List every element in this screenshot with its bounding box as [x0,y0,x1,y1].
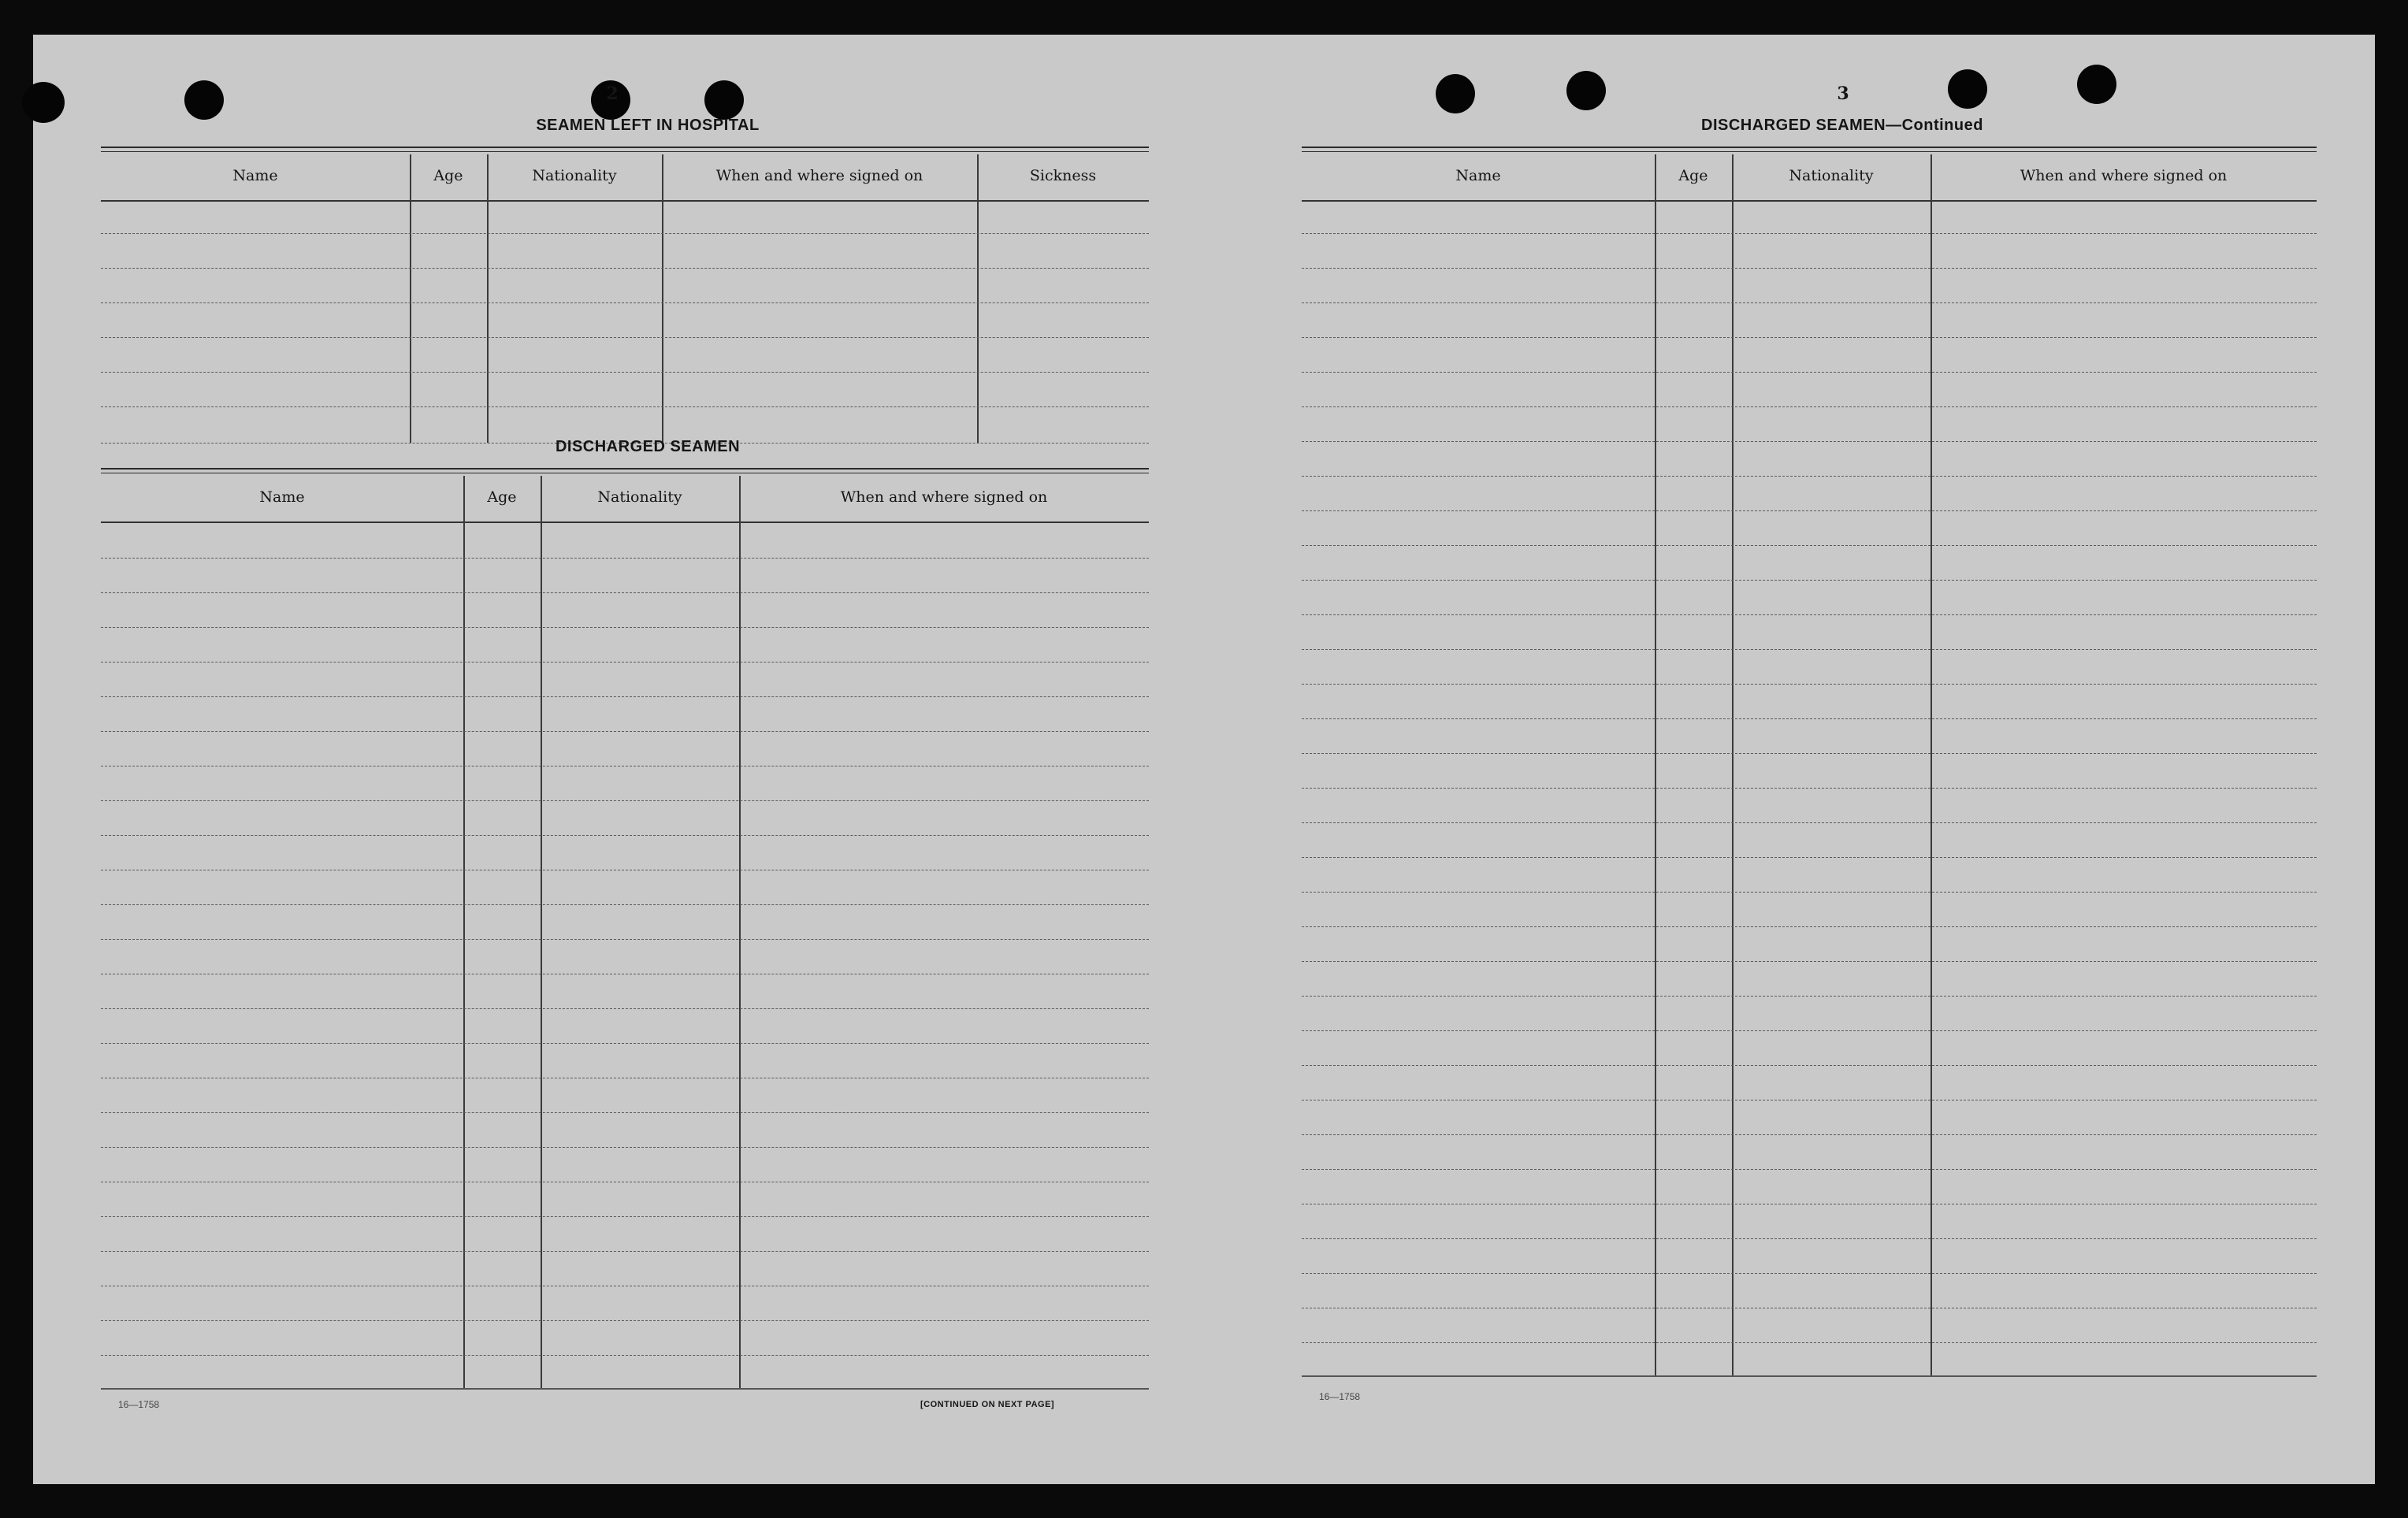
table-row [101,558,1149,559]
section-rule [101,147,1149,152]
table-row [101,731,1149,732]
left-page [33,35,1204,1484]
column-header-when-where: When and where signed on [840,488,1048,506]
table-row [1302,372,2317,373]
table-row [1302,545,2317,546]
column-header-name: Name [1455,167,1501,184]
column-divider [463,476,465,1390]
table-row [101,1355,1149,1356]
column-divider [410,154,411,443]
document-sheet [33,35,2375,1484]
table-row [101,337,1149,338]
table-row [1302,268,2317,269]
column-header-age: Age [487,488,517,506]
column-header-nationality: Nationality [1789,167,1874,184]
table-row [101,1147,1149,1148]
discharged-section-title: DISCHARGED SEAMEN [555,438,741,455]
column-header-age: Age [1678,167,1708,184]
table-row [1302,822,2317,823]
section-rule [1302,147,2317,152]
table-row [1302,337,2317,338]
table-row [1302,926,2317,927]
discharged-table [101,476,1149,1390]
table-row [1302,753,2317,754]
form-number: 16—1758 [1319,1391,1361,1402]
table-row [101,1251,1149,1252]
table-row [101,233,1149,234]
table-row [101,1008,1149,1009]
table-row [101,800,1149,801]
table-row [1302,1030,2317,1031]
column-header-nationality: Nationality [597,488,682,506]
table-row [101,904,1149,905]
table-row [1302,406,2317,407]
table-row [1302,1134,2317,1135]
table-row [101,1112,1149,1113]
section-rule [101,468,1149,473]
table-row [101,662,1149,663]
table-row [1302,892,2317,893]
table-row [1302,614,2317,615]
table-row [101,406,1149,407]
table-row [1302,233,2317,234]
table-header [101,476,1149,523]
column-header-when-where: When and where signed on [2020,167,2228,184]
table-row [1302,788,2317,789]
table-row [1302,1065,2317,1066]
table-row [101,1388,1149,1390]
table-row [101,592,1149,593]
table-row [101,1043,1149,1044]
table-row [1302,961,2317,962]
right-page [1204,35,2375,1484]
table-row [1302,1375,2317,1377]
table-row [1302,684,2317,685]
column-header-nationality: Nationality [532,167,617,184]
table-row [1302,1238,2317,1239]
table-row [101,1320,1149,1321]
column-header-sickness: Sickness [1029,167,1097,184]
table-row [101,835,1149,836]
page-number: 3 [1837,84,1849,104]
hospital-section-title: SEAMEN LEFT IN HOSPITAL [536,117,760,134]
column-divider [662,154,663,443]
discharged-continued-title: DISCHARGED SEAMEN—Continued [1701,117,1983,134]
form-number: 16—1758 [118,1399,160,1410]
table-row [101,302,1149,303]
continued-note: [CONTINUED ON NEXT PAGE] [920,1400,1055,1409]
column-header-name: Name [232,167,278,184]
column-divider [541,476,542,1390]
table-row [101,372,1149,373]
table-row [1302,441,2317,442]
table-header [101,154,1149,202]
table-row [1302,476,2317,477]
column-divider [487,154,489,443]
column-divider [739,476,741,1390]
table-row [101,268,1149,269]
table-row [1302,857,2317,858]
column-header-name: Name [259,488,305,506]
table-row [1302,718,2317,719]
table-row [101,939,1149,940]
table-row [1302,1273,2317,1274]
column-divider [977,154,979,443]
table-row [1302,649,2317,650]
hospital-table [101,154,1149,447]
column-header-age: Age [433,167,463,184]
table-row [101,627,1149,628]
discharged-continued-table [1302,154,2317,1380]
table-row [101,1216,1149,1217]
page-number: 2 [606,84,619,104]
table-row [101,696,1149,697]
table-row [1302,510,2317,511]
table-header [1302,154,2317,202]
table-row [1302,580,2317,581]
table-row [1302,302,2317,303]
table-row [1302,1169,2317,1170]
column-header-when-where: When and where signed on [715,167,923,184]
table-row [1302,1342,2317,1343]
table-row [1302,996,2317,997]
